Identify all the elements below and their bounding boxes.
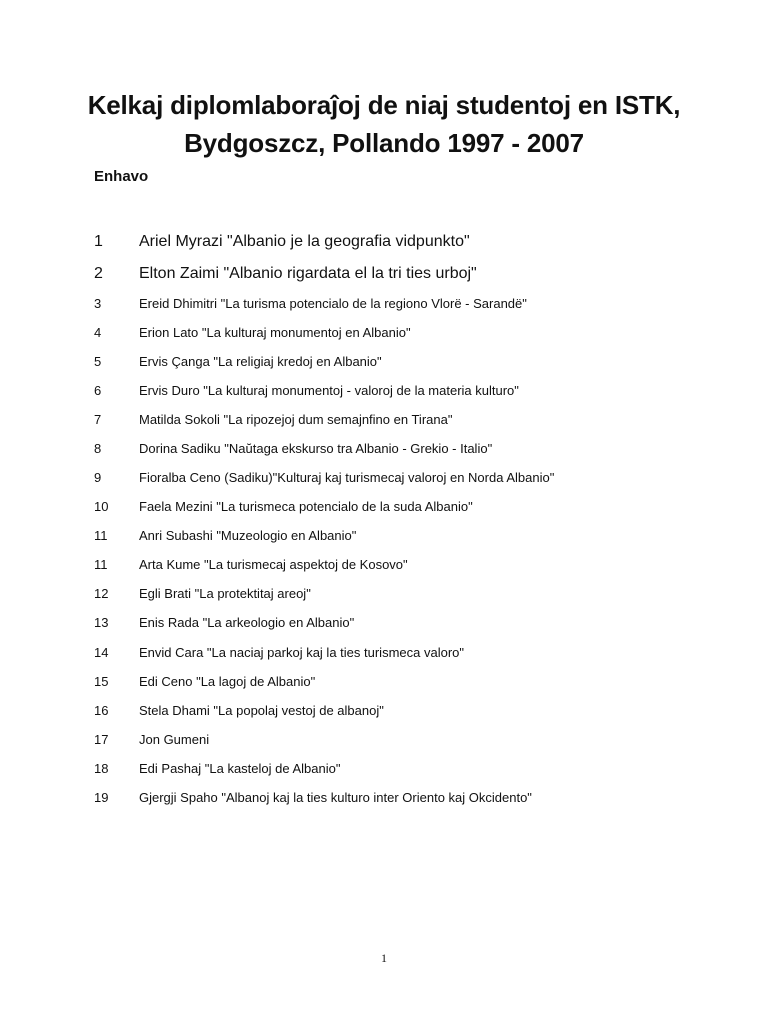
toc-entry-text: Edi Ceno "La lagoj de Albanio" bbox=[139, 674, 316, 689]
toc-entry-text: Ervis Duro "La kulturaj monumentoj - valoroj de la materia kulturo" bbox=[139, 383, 519, 398]
toc-entry-text: Matilda Sokoli "La ripozejoj dum semajnfino en Tirana" bbox=[139, 412, 453, 427]
toc-entry-number: 8 bbox=[94, 441, 102, 456]
title-line-1: Kelkaj diplomlaboraĵoj de niaj studentoj en ISTK, bbox=[87, 90, 681, 120]
toc-entry-number: 13 bbox=[94, 615, 109, 630]
toc-entry-number: 9 bbox=[94, 470, 102, 485]
toc-entry-number: 10 bbox=[94, 499, 109, 514]
title-line-2: Bydgoszcz, Pollando 1997 - 2007 bbox=[184, 128, 584, 158]
toc-entry-number: 6 bbox=[94, 383, 102, 398]
toc-entry-text: Edi Pashaj "La kasteloj de Albanio" bbox=[139, 761, 341, 776]
toc-entry-text: Jon Gumeni bbox=[139, 732, 210, 747]
page-number: 1 bbox=[381, 951, 387, 965]
toc-entry-text: Stela Dhami "La popolaj vestoj de albanoj" bbox=[139, 703, 384, 718]
toc-entry-number: 3 bbox=[94, 296, 102, 311]
toc-entry-text: Fioralba Ceno (Sadiku)"Kulturaj kaj turismecaj valoroj en Norda Albanio" bbox=[139, 470, 555, 485]
toc-entry-number: 11 bbox=[94, 528, 108, 543]
toc-entry-text: Ereid Dhimitri "La turisma potencialo de la regiono Vlorë - Sarandë" bbox=[139, 296, 527, 311]
toc-entry-text: Anri Subashi "Muzeologio en Albanio" bbox=[139, 528, 357, 543]
toc-entry-number: 19 bbox=[94, 790, 109, 805]
toc-entry-text: Ervis Çanga "La religiaj kredoj en Albanio" bbox=[139, 354, 382, 369]
toc-entry-number: 17 bbox=[94, 732, 109, 747]
toc-entry-number: 5 bbox=[94, 354, 102, 369]
toc-entry-text: Envid Cara "La naciaj parkoj kaj la ties turismeca valoro" bbox=[139, 645, 464, 660]
toc-entry-text: Elton Zaimi "Albanio rigardata el la tri ties urboj" bbox=[139, 265, 477, 282]
toc-entry-number: 2 bbox=[94, 265, 103, 282]
toc-entry-text: Egli Brati "La protektitaj areoj" bbox=[139, 586, 311, 601]
toc-entry-number: 14 bbox=[94, 645, 109, 660]
toc-entry-number: 11 bbox=[94, 557, 108, 572]
toc-entry-number: 15 bbox=[94, 674, 109, 689]
toc-entry-text: Ariel Myrazi "Albanio je la geografia vidpunkto" bbox=[139, 233, 470, 250]
toc-entry-text: Erion Lato "La kulturaj monumentoj en Albanio" bbox=[139, 325, 411, 340]
toc-entry-number: 4 bbox=[94, 325, 102, 340]
toc-entry-number: 7 bbox=[94, 412, 102, 427]
toc-entry-number: 16 bbox=[94, 703, 109, 718]
toc-entry-text: Arta Kume "La turismecaj aspektoj de Kosovo" bbox=[139, 557, 408, 572]
toc-entry-number: 18 bbox=[94, 761, 109, 776]
contents-heading: Enhavo bbox=[94, 168, 149, 185]
toc-entry-number: 12 bbox=[94, 586, 109, 601]
toc-entry-number: 1 bbox=[94, 233, 103, 250]
toc-entry-text: Dorina Sadiku "Naŭtaga ekskurso tra Albanio - Grekio - Italio" bbox=[139, 441, 493, 456]
toc-entry-text: Gjergji Spaho "Albanoj kaj la ties kulturo inter Oriento kaj Okcidento" bbox=[139, 790, 532, 805]
toc-entry-text: Faela Mezini "La turismeca potencialo de la suda Albanio" bbox=[139, 499, 473, 514]
toc-entry-text: Enis Rada "La arkeologio en Albanio" bbox=[139, 615, 355, 630]
